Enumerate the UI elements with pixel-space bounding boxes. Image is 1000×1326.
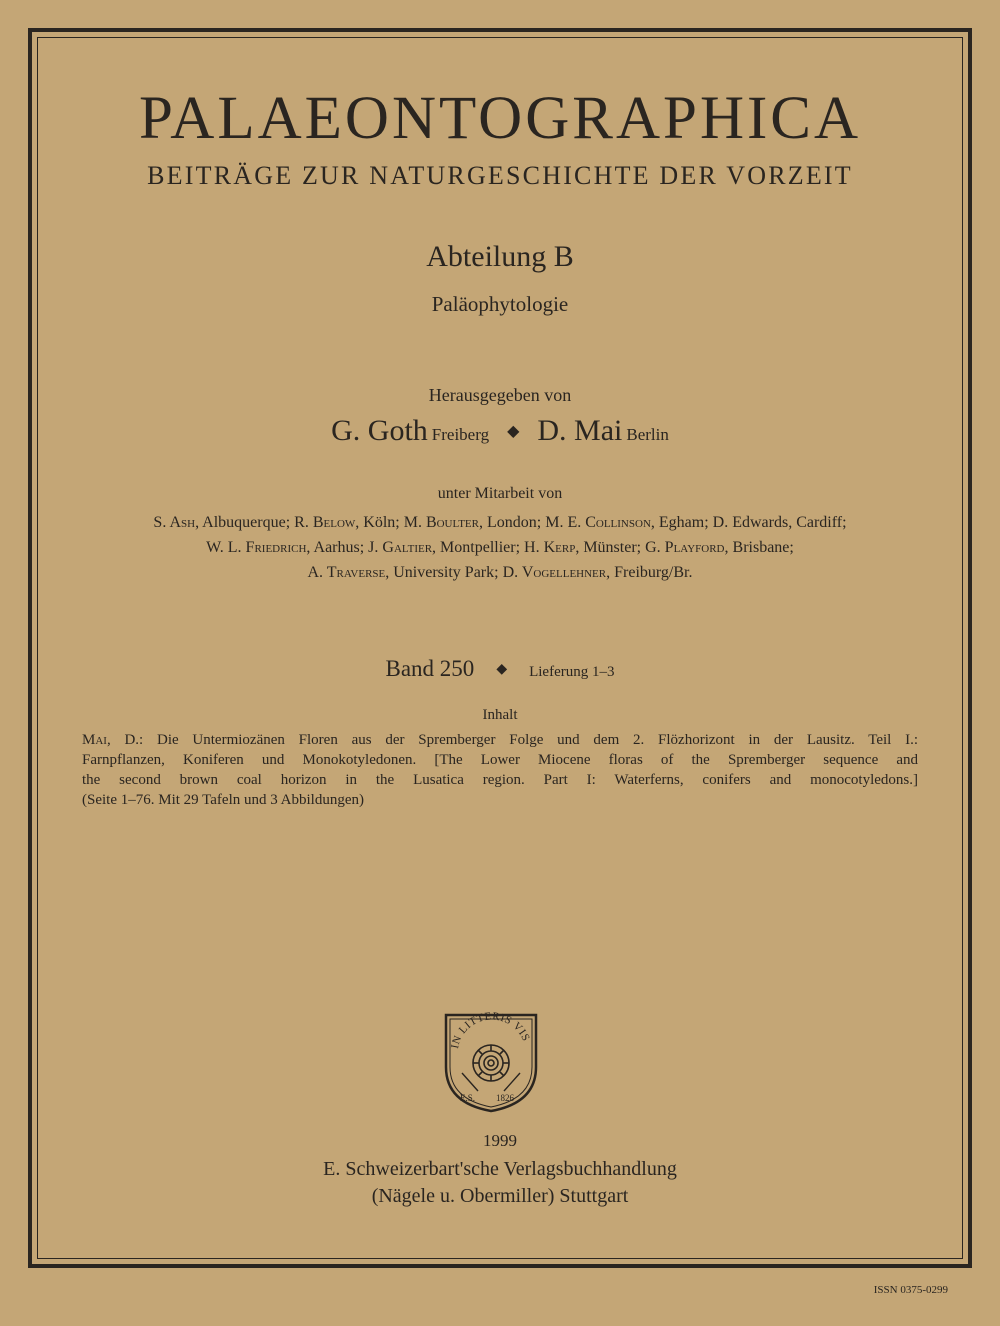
contents-line-1: [82, 730, 918, 750]
collaborator-place: , Freiburg/Br.: [606, 564, 693, 581]
editors-line: [0, 416, 1000, 446]
collaborator-name: M. Boulter: [403, 514, 479, 531]
collaborator-place: , Montpellier;: [432, 539, 525, 556]
collaborators-line-2: [0, 540, 1000, 556]
editors-intro: Herausgegeben von: [428, 385, 572, 405]
publisher-seal-logo: [436, 1003, 546, 1115]
collaborator-place: , London;: [479, 514, 546, 531]
contents-text: [82, 730, 918, 810]
collaborator-place: , Aarhus;: [306, 539, 369, 556]
collaborator-name: G. Playford: [645, 539, 725, 556]
contents-heading: Inhalt: [482, 707, 518, 723]
seal-initials: E.S.: [460, 1093, 476, 1103]
imprint-year: 1999: [483, 1131, 517, 1150]
collaborator-name: S. Ash: [153, 514, 196, 531]
volume-lieferung: Lieferung 1–3: [529, 664, 615, 680]
collaborators-intro: unter Mitarbeit von: [437, 485, 563, 502]
collaborator-place: , Cardiff;: [788, 514, 847, 531]
contents-line-2: Farnpflanzen, Koniferen und Monokotyledonen. [The Lower Miocene floras of the Spremberger sequence and: [82, 752, 918, 768]
seal-motto: IN LITTERIS VIS: [449, 1010, 532, 1050]
publisher-location: (Nägele u. Obermiller) Stuttgart: [371, 1185, 629, 1207]
collaborator-name: D. Vogellehner: [502, 564, 607, 581]
contents-line-1-text: Die Untermiozänen Floren aus der Spremberger Folge und dem 2. Flözhorizont in der Lausitz. Teil I.:: [157, 732, 919, 748]
editor2-city: Berlin: [626, 425, 669, 444]
collaborator-place: , Brisbane;: [724, 539, 794, 556]
collaborator-name: J. Galtier: [368, 539, 433, 556]
collaborators-line-1: [0, 515, 1000, 531]
journal-title: PALAEONTOGRAPHICA: [138, 85, 862, 152]
section-topic: Paläophytologie: [431, 292, 569, 316]
editor2-name: D. Mai: [537, 414, 623, 447]
ammonite-icon: [473, 1045, 509, 1081]
publisher-name: E. Schweizerbart'sche Verlagsbuchhandlung: [323, 1158, 677, 1180]
contents-line-4: (Seite 1–76. Mit 29 Tafeln und 3 Abbildungen): [82, 792, 364, 808]
collaborator-name: A. Traverse: [307, 564, 386, 581]
collaborator-place: , Albuquerque;: [195, 514, 295, 531]
collaborator-place: , Köln;: [355, 514, 404, 531]
volume-band: Band 250: [385, 656, 475, 681]
journal-subtitle: BEITRÄGE ZUR NATURGESCHICHTE DER VORZEIT: [147, 161, 853, 190]
section-title: Abteilung B: [426, 240, 574, 273]
collaborator-name: H. Kerp: [524, 539, 576, 556]
collaborator-place: , Münster;: [575, 539, 646, 556]
contents-author: Mai, D.:: [82, 732, 144, 748]
collaborator-place: , University Park;: [385, 564, 503, 581]
collaborator-name: M. E. Collinson: [545, 514, 651, 531]
collaborator-name: W. L. Friedrich: [206, 539, 307, 556]
collaborators-line-3: [0, 565, 1000, 581]
issn-number: ISSN 0375-0299: [873, 1284, 948, 1296]
diamond-icon: ◆: [507, 423, 520, 440]
collaborator-name: D. Edwards: [712, 514, 789, 531]
collaborator-name: R. Below: [294, 514, 356, 531]
volume-line: [0, 657, 1000, 680]
contents-line-3: the second brown coal horizon in the Lusatica region. Part I: Waterferns, conifers and monocotyledons.]: [82, 772, 918, 788]
seal-year: 1826: [496, 1093, 514, 1103]
collaborator-place: , Egham;: [650, 514, 713, 531]
editor1-city: Freiberg: [431, 425, 490, 444]
diamond-icon: ◆: [496, 662, 508, 677]
editor1-name: G. Goth: [331, 414, 428, 447]
